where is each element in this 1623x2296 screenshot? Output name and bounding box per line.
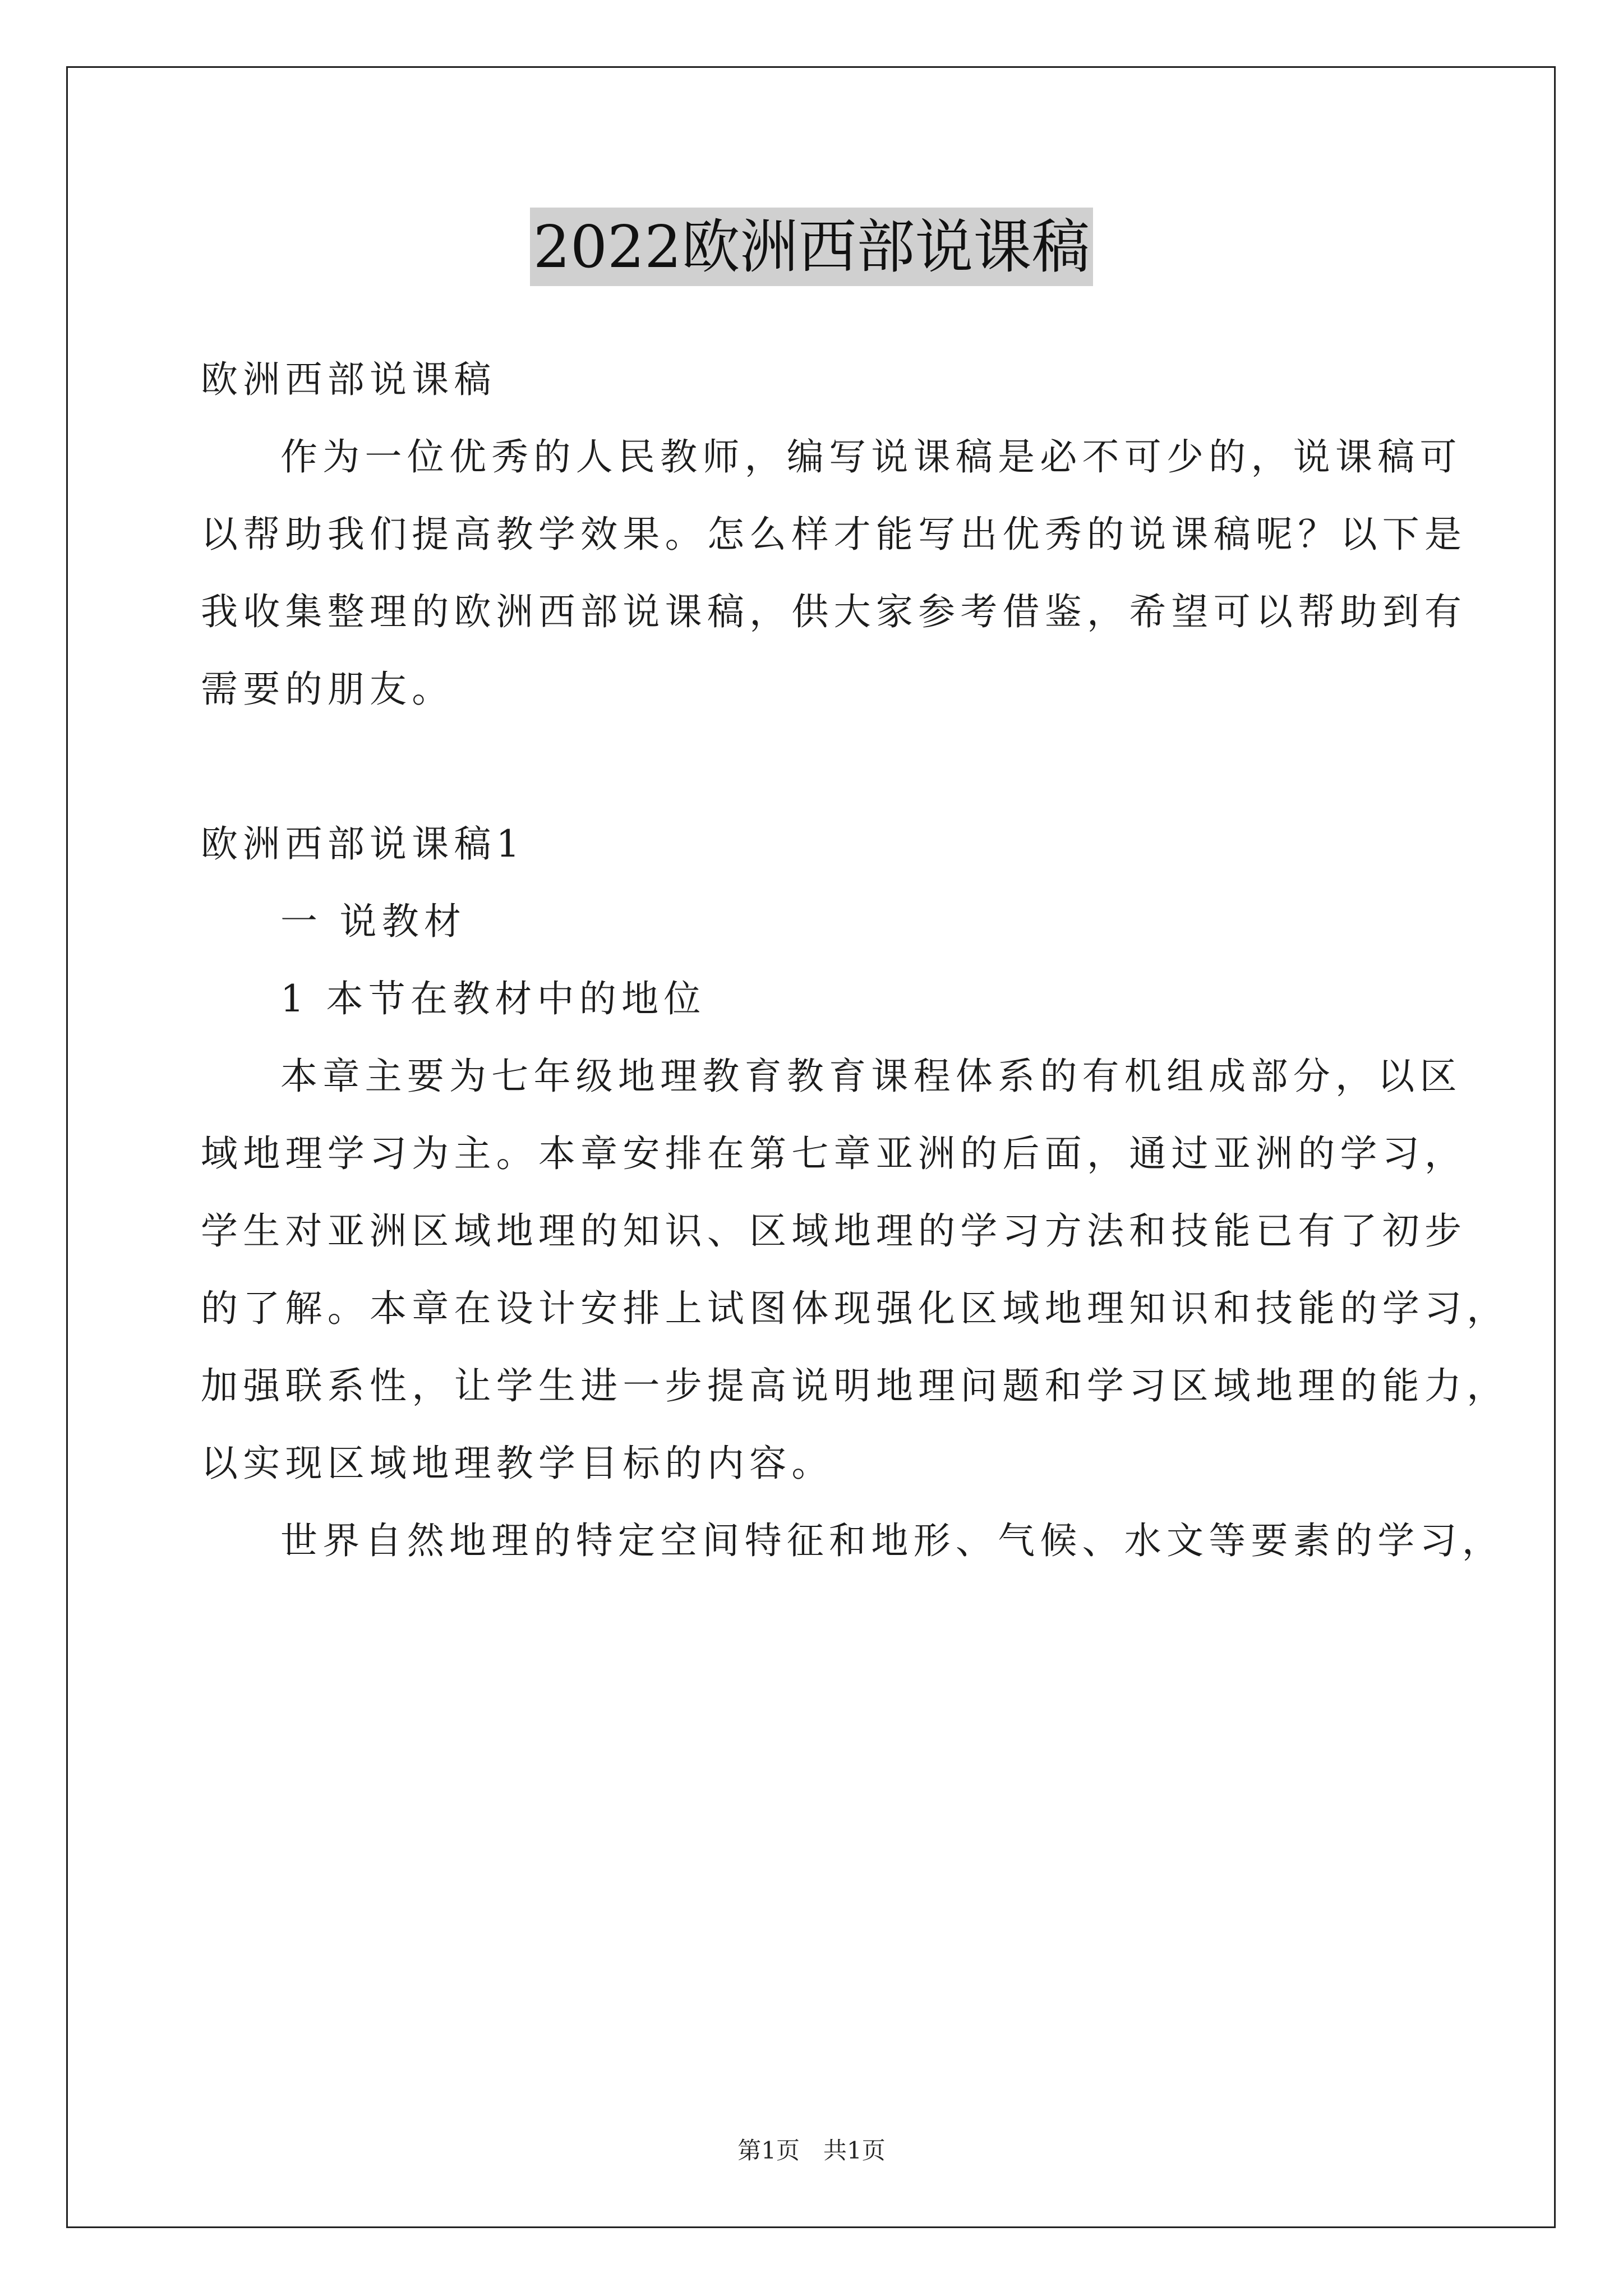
paragraph-line: 以帮助我们提高教学效果。怎么样才能写出优秀的说课稿呢？以下是 — [201, 513, 1467, 556]
paragraph-line: 作为一位优秀的人民教师，编写说课稿是必不可少的，说课稿可 — [280, 435, 1462, 478]
title-container — [0, 208, 1623, 286]
paragraph-line: 一 说教材 — [280, 900, 467, 943]
paragraph-line: 的了解。本章在设计安排上试图体现强化区域地理知识和技能的学习， — [201, 1287, 1509, 1330]
paragraph-line: 需要的朋友。 — [201, 668, 454, 711]
paragraph-line: 1 本节在教材中的地位 — [280, 977, 706, 1020]
paragraph-line: 本章主要为七年级地理教育教育课程体系的有机组成部分，以区 — [280, 1055, 1462, 1098]
paragraph-line: 欧洲西部说课稿1 — [201, 822, 525, 866]
page-footer: 第1页 共1页 — [737, 2137, 886, 2164]
paragraph-line: 域地理学习为主。本章安排在第七章亚洲的后面，通过亚洲的学习， — [201, 1132, 1467, 1175]
paragraph-line: 学生对亚洲区域地理的知识、区域地理的学习方法和技能已有了初步 — [201, 1209, 1467, 1253]
blank-line — [201, 728, 1457, 806]
paragraph-line: 我收集整理的欧洲西部说课稿，供大家参考借鉴，希望可以帮助到有 — [201, 590, 1467, 633]
document-body — [201, 341, 1509, 1580]
paragraph-line: 欧洲西部说课稿 — [201, 358, 496, 401]
paragraph-line: 世界自然地理的特定空间特征和地形、气候、水文等要素的学习， — [280, 1519, 1504, 1562]
paragraph-line: 加强联系性，让学生进一步提高说明地理问题和学习区域地理的能力， — [201, 1364, 1509, 1407]
paragraph-line: 以实现区域地理教学目标的内容。 — [201, 1442, 834, 1485]
document-title: 2022欧洲西部说课稿 — [530, 208, 1094, 286]
